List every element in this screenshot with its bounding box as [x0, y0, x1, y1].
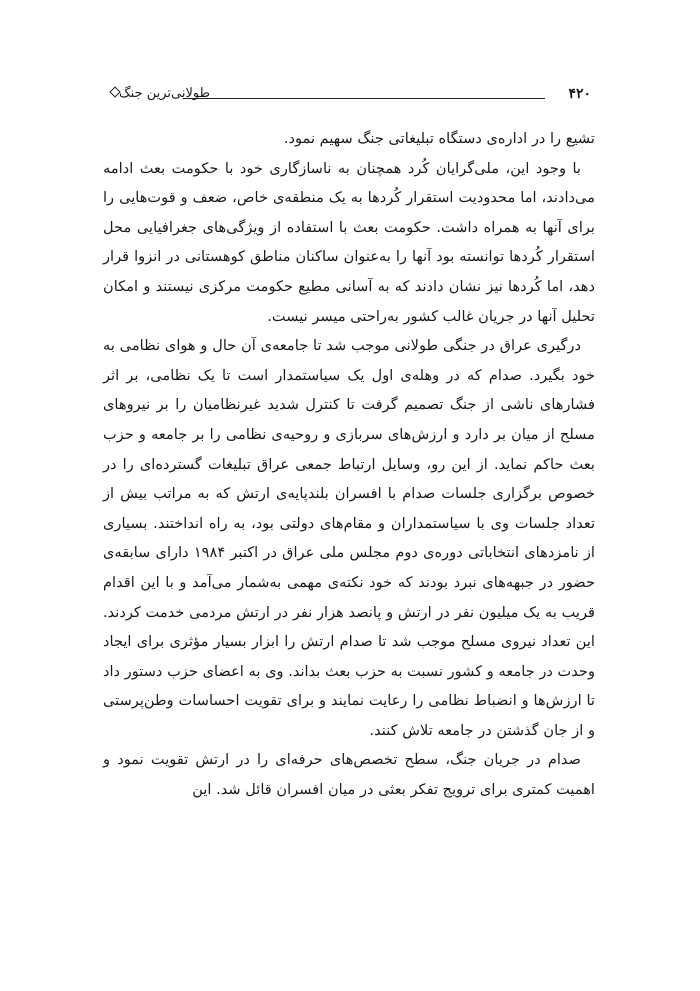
page-number: ۴۲۰ [568, 86, 591, 102]
running-title-text: طولانی‌ترین جنگ [119, 86, 210, 101]
header-rule [183, 98, 545, 99]
body-text [103, 124, 595, 805]
paragraph: صدام در جریان جنگ، سطح تخصص‌های حرفه‌ای را در ارتش تقویت نمود و اهمیت کمتری برای ترویج تفکر بعثی در میان افسران قائل شد. این [103, 751, 595, 799]
page-header [105, 84, 591, 110]
paragraph: تشیع را در اداره‌ی دستگاه تبلیغاتی جنگ سهیم نمود. [283, 130, 595, 147]
paragraph: درگیری عراق در جنگی طولانی موجب شد تا جامعه‌ی آن حال و هوای نظامی به خود بگیرد. صدام که در وهله‌ی اول یک سیاستمدار است تا یک نظامی، بر اثر فشارهای ناشی از جنگ تصمیم گرفت تا کنترل شدید غیرنظامیان را بر نیروهای مسلح از میان بر دارد و ارزش‌های سربازی و روحیه‌ی نظامی را بر جامعه و حزب بعث حاکم نماید. از این رو، وسایل ارتباط جمعی عراق تبلیغات گسترده‌ای را در خصوص برگزاری جلسات صدام با افسران بلندپایه‌ی ارتش که به مراتب بیش از تعداد جلسات وی با سیاستمداران و مقام‌های دولتی بود، به راه انداختند. بسیاری از نامزدهای انتخاباتی دوره‌ی دوم مجلس ملی عراق در اکتبر ۱۹۸۴ دارای سابقه‌ی حضور در جبهه‌های نبرد بودند که خود نکته‌ی مهمی به‌شمار می‌آمد و با این اقدام قریب به یک میلیون نفر در ارتش و پانصد هزار نفر در ارتش مردمی خدمت کردند. این تعداد نیروی مسلح موجب شد تا صدام ارتش را ابزار بسیار مؤثری برای ایجاد وحدت در جامعه و کشور نسبت به حزب بعث بداند. وی به اعضای حزب دستور داد تا ارزش‌ها و انضباط نظامی را رعایت نمایند و برای تقویت احساسات وطن‌پرستی و از جان گذشتن در جامعه تلاش کنند. [103, 337, 595, 739]
running-title [105, 84, 210, 104]
paragraph: با وجود این، ملی‌گرایان کُرد همچنان به ناسازگاری خود با حکومت بعث ادامه می‌دادند، اما محدودیت استقرار کُردها به یک منطقه‌ی خاص، ضعف و قوت‌هایی را برای آنها به همراه داشت. حکومت بعث با استفاده از ویژگی‌های جغرافیایی محل استقرار کُردها توانسته بود آنها را به‌عنوان ساکنان مناطق کوهستانی در انزوا قرار دهد، اما کُردها نیز نشان دادند که به آسانی مطیع حکومت مرکزی نیستند و امکان تحلیل آنها در جریان غالب کشور به‌راحتی میسر نیست. [103, 159, 595, 325]
